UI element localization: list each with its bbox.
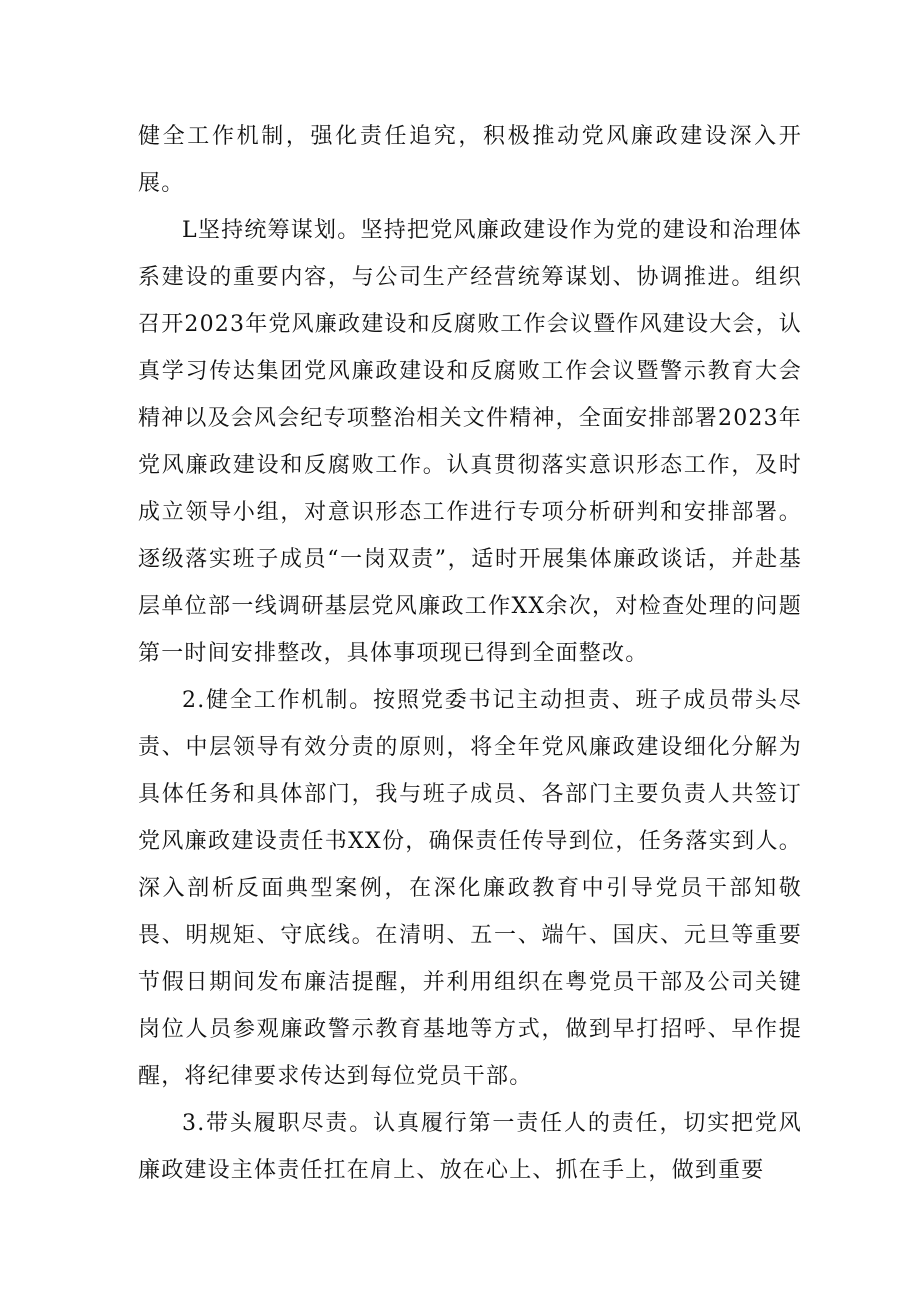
paragraph-continuation: 健全工作机制，强化责任追究，积极推动党风廉政建设深入开展。 [138,124,802,196]
paragraph-item-1: L坚持统筹谋划。坚持把党风廉政建设作为党的建设和治理体系建设的重要内容，与公司生产经营统筹谋划、协调推进。组织召开2023年党风廉政建设和反腐败工作会议暨作风建设大会，认真学习传达集团党风廉政建设和反腐败工作会议暨警示教育大会精神以及会风会纪专项整治相关文件精神，全面安排部署2023年党风廉政建设和反腐败工作。认真贯彻落实意识形态工作，及时成立领导小组，对意识形态工作进行专项分析研判和安排部署。逐级落实班子成员“一岗双责”，适时开展集体廉政谈话，并赴基层单位部一线调研基层党风廉政工作XX余次，对检查处理的问题第一时间安排整改，具体事项现已得到全面整改。 [138,218,802,666]
paragraph-item-3: 3.带头履职尽责。认真履行第一责任人的责任，切实把党风廉政建设主体责任扛在肩上、放在心上、抓在手上，做到重要 [138,1111,802,1183]
paragraph-item-2: 2.健全工作机制。按照党委书记主动担责、班子成员带头尽责、中层领导有效分责的原则，将全年党风廉政建设细化分解为具体任务和具体部门，我与班子成员、各部门主要负责人共签订党风廉政建设责任书XX份，确保责任传导到位，任务落实到人。深入剖析反面典型案例，在深化廉政教育中引导党员干部知敬畏、明规矩、守底线。在清明、五一、端午、国庆、元旦等重要节假日期间发布廉洁提醒，并利用组织在粤党员干部及公司关键岗位人员参观廉政警示教育基地等方式，做到早打招呼、早作提醒，将纪律要求传达到每位党员干部。 [138,688,802,1089]
document-body [138,113,802,1194]
